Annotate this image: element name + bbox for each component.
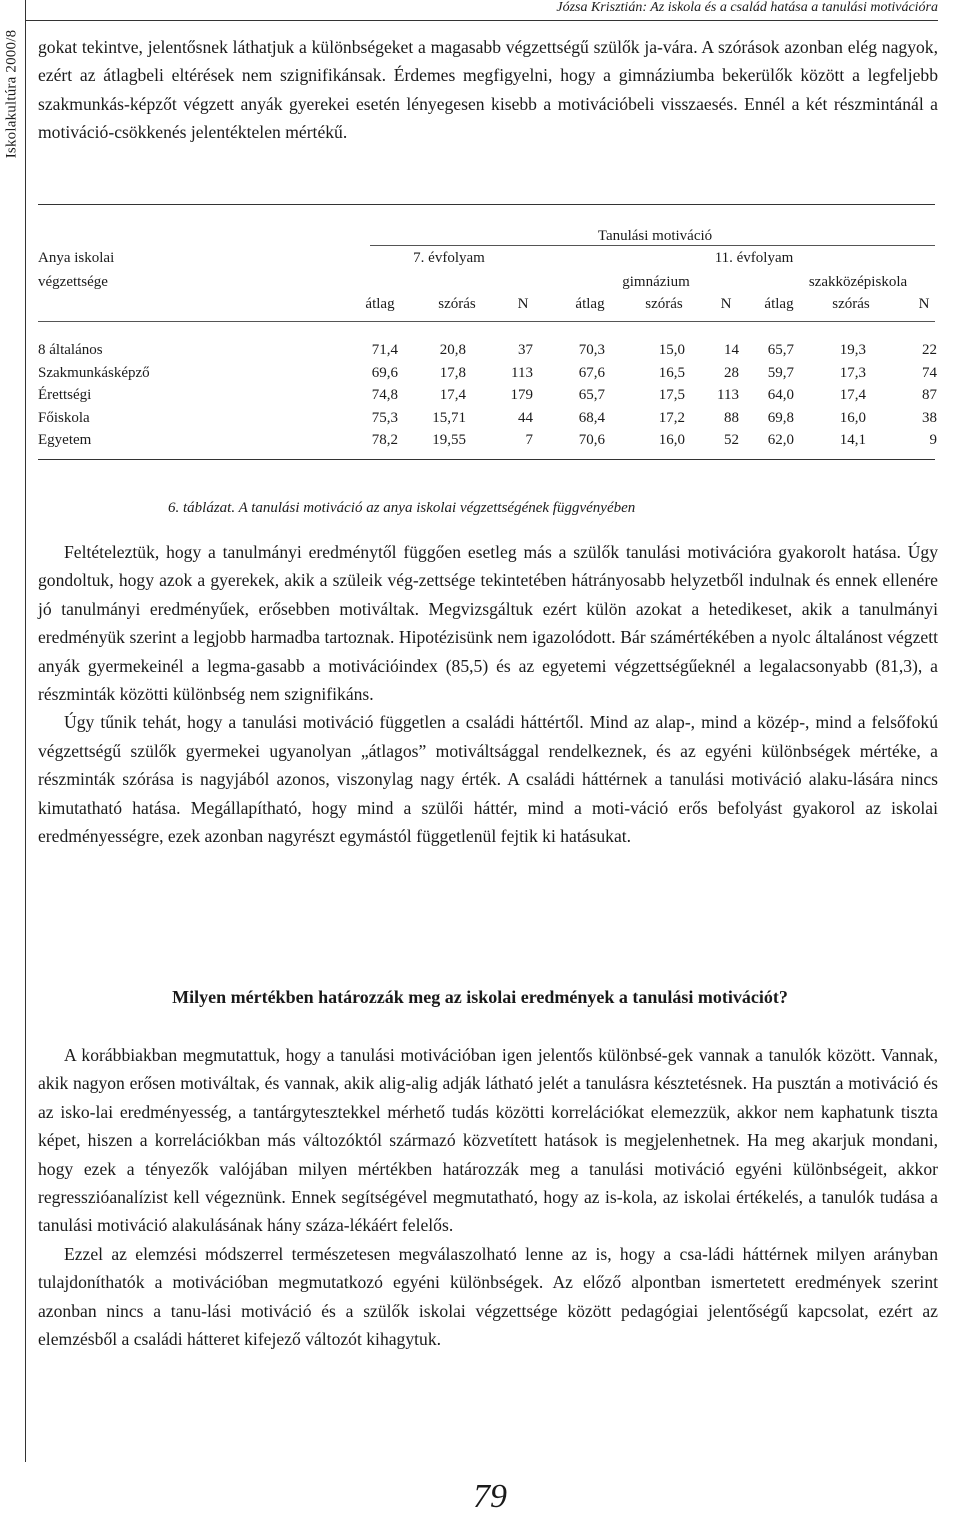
table-bottom-rule bbox=[38, 459, 935, 460]
journal-issue-label: Iskolakultúra 2000/8 bbox=[3, 29, 20, 159]
table-cell: 65,7 bbox=[767, 342, 794, 358]
table-cell: 15,0 bbox=[658, 342, 685, 358]
szakkozepiskola-header: szakközépiskola bbox=[808, 274, 908, 290]
table-cell: 87 bbox=[922, 387, 937, 403]
table-cell: 75,3 bbox=[371, 410, 398, 426]
col-label: átlag bbox=[365, 296, 395, 312]
row-label: Egyetem bbox=[38, 432, 92, 448]
table-cell: 9 bbox=[929, 432, 937, 448]
table-cell: 14,1 bbox=[839, 432, 866, 448]
col-label: szórás bbox=[438, 296, 476, 312]
col-label: átlag bbox=[764, 296, 794, 312]
table-cell: 37 bbox=[518, 342, 533, 358]
table-cell: 74,8 bbox=[371, 387, 398, 403]
table-cell: 28 bbox=[724, 365, 739, 381]
table-cell: 17,4 bbox=[439, 387, 466, 403]
table-top-rule bbox=[38, 204, 935, 205]
table-cell: 70,3 bbox=[578, 342, 605, 358]
section-heading: Milyen mértékben határozzák meg az iskolai eredmények a tanulási motivációt? bbox=[172, 987, 788, 1007]
running-head: Józsa Krisztián: Az iskola és a család hatása a tanulási motivációra bbox=[556, 0, 938, 15]
body-text-top bbox=[38, 33, 938, 147]
table-cell: 16,0 bbox=[839, 410, 866, 426]
table-cell: 17,8 bbox=[439, 365, 466, 381]
paragraph: A korábbiakban megmutattuk, hogy a tanulási motivációban igen jelentős különbsé-gek vannak a tanulók között. Vannak, akik nagyon erősen motiváltak, és vannak, akik alig-alig adják látható jelét a tanulásra késztetésnek. Ha pusztán a motiváció és az isko-lai eredményesség, a tantárgytesztekkel mérhető tudás közötti korrelációkat elemezzük, akkor nem kaphatunk tiszta képet, hiszen a korrelációkban más változóktól származó közvetített hatások is megjelenhetnek. Ha meg akarjuk mondani, hogy ezek a tényezők valójában milyen mértékben határozzák meg a tanulási motiváció egyéni különbségeit, akkor regresszióanalízist kell végeznünk. Ennek segítségével megmutatható, hogy az is-kola, az iskolai értékelés, a tanulók tudása a tanulási motiváció alakulásának hány száza-lékáért felelős. bbox=[38, 1045, 938, 1236]
table-cell: 65,7 bbox=[578, 387, 605, 403]
table-cell: 113 bbox=[717, 387, 739, 403]
row-label: Szakmunkásképző bbox=[38, 365, 150, 381]
sidebar-strip bbox=[0, 0, 26, 1462]
table-cell: 52 bbox=[724, 432, 739, 448]
table-cell: 17,4 bbox=[839, 387, 866, 403]
table-header-rule bbox=[38, 321, 935, 322]
table-cell: 70,6 bbox=[578, 432, 605, 448]
col-label: szórás bbox=[645, 296, 683, 312]
table-row-header-line1: Anya iskolai bbox=[38, 250, 115, 266]
body-text-bottom bbox=[38, 1041, 938, 1353]
table-cell: 17,3 bbox=[839, 365, 866, 381]
table-cell: 16,0 bbox=[658, 432, 685, 448]
row-label: 8 általános bbox=[38, 342, 103, 358]
paragraph: Feltételeztük, hogy a tanulmányi eredménytől függően esetleg más a szülők tanulási motivációra gyakorolt hatása. Úgy gondoltuk, hogy azok a gyerekek, akik a szüleik vég-zettsége tekintetében hátrányosabb helyzetből indulnak és ennek ellenére jó tanulmányi eredményűek, erősebben motiváltak. Megvizsgáltuk ezért külön azokat a hetedikeset, akik a tanulmányi eredményük szerint a legjobb harmadba tartoznak. Hipotézisünk nem igazolódott. Bár számértékében a nyolc általánost végzett anyák gyermekeinél a legma-gasabb a motivációindex (85,5) és az egyetemi végzettségűeknél a legalacsonyabb (81,3), a részminták közötti különbség nem szignifikáns. bbox=[38, 542, 938, 705]
paragraph: Úgy tűnik tehát, hogy a tanulási motiváció független a családi háttértől. Mind az alap-, mind a közép-, mind a felsőfokú végzettségű szülők gyermekei ugyanolyan „átlagos” motiváltsággal rendelkeznek, és az egyéni különbségek mértéke, a részminták szórása is nagyjából azonos, viszonylag nagy érték. A családi háttérnek a tanulási motiváció alaku-lására nincs kimutatható hatása. Megállapítható, hogy mind a szülői háttér, mind a moti-váció erős befolyást gyakorol az iskolai eredményességre, ezek azonban nagyrészt egymástól függetlenül fejtik ki hatásukat. bbox=[38, 712, 938, 847]
table-cell: 59,7 bbox=[767, 365, 794, 381]
page-number: 79 bbox=[473, 1478, 507, 1515]
table-cell: 38 bbox=[922, 410, 937, 426]
table-cell: 16,5 bbox=[658, 365, 685, 381]
col-label: N bbox=[918, 296, 930, 312]
table-cell: 71,4 bbox=[371, 342, 398, 358]
col-label: szórás bbox=[832, 296, 870, 312]
table-cell: 22 bbox=[922, 342, 937, 358]
header-rule bbox=[26, 20, 938, 21]
table-cell: 113 bbox=[511, 365, 533, 381]
table-cell: 88 bbox=[724, 410, 739, 426]
table-cell: 74 bbox=[922, 365, 937, 381]
table-cell: 78,2 bbox=[371, 432, 398, 448]
table-cell: 7 bbox=[525, 432, 533, 448]
table-caption: 6. táblázat. A tanulási motiváció az anya iskolai végzettségének függvényében bbox=[168, 500, 636, 516]
table-cell: 19,3 bbox=[839, 342, 866, 358]
table-cell: 68,4 bbox=[578, 410, 605, 426]
table-cell: 20,8 bbox=[439, 342, 466, 358]
paragraph: gokat tekintve, jelentősnek láthatjuk a különbségeket a magasabb végzettségű szülők ja-vára. A szórások azonban elég nagyok, ezért az átlagbeli eltérések nem szignifikánsak. Érdemes megfigyelni, hogy a gimnáziumba bekerülők között a legfeljebb szakmunkás-képzőt végzett anyák gyerekei esetén lényegesen kisebb a motivációbeli visszaesés. Ennél a két részmintánál a motiváció-csökkenés jelentéktelen mértékű. bbox=[38, 37, 938, 143]
table-cell: 19,55 bbox=[432, 432, 466, 448]
gimnazium-header: gimnázium bbox=[622, 274, 690, 290]
col-label: N bbox=[720, 296, 732, 312]
body-text-middle bbox=[38, 538, 938, 850]
table-cell: 69,6 bbox=[371, 365, 398, 381]
table-cell: 17,2 bbox=[658, 410, 685, 426]
table-cell: 179 bbox=[510, 387, 533, 403]
row-label: Főiskola bbox=[38, 410, 90, 426]
col-label: átlag bbox=[575, 296, 605, 312]
grade-7-header: 7. évfolyam bbox=[413, 250, 485, 266]
table-row-header-line2: végzettsége bbox=[38, 274, 108, 290]
table-cell: 67,6 bbox=[578, 365, 605, 381]
grade-11-header: 11. évfolyam bbox=[714, 250, 794, 266]
table-cell: 62,0 bbox=[767, 432, 794, 448]
table-cell: 44 bbox=[518, 410, 533, 426]
table-cell: 17,5 bbox=[658, 387, 685, 403]
table-cell: 64,0 bbox=[767, 387, 794, 403]
row-label: Érettségi bbox=[38, 387, 92, 403]
table-cell: 14 bbox=[724, 342, 739, 358]
table-super-header-rule bbox=[370, 245, 935, 246]
table-cell: 15,71 bbox=[432, 410, 466, 426]
table-super-header: Tanulási motiváció bbox=[597, 228, 713, 244]
col-label: N bbox=[517, 296, 529, 312]
table-cell: 69,8 bbox=[767, 410, 794, 426]
paragraph: Ezzel az elemzési módszerrel természetesen megválaszolható lenne az is, hogy a csa-ládi háttérnek milyen arányban tulajdoníthatók a motivációban megmutatkozó egyéni különbségek. Az előző alpontban ismertetett eredmények szerint azonban nincs a tanu-lási motiváció és a szülők iskolai végzettsége között pedagógiai jelentőségű kapcsolat, ezért az elemzésből a családi hátteret kifejező változót kihagytuk. bbox=[38, 1243, 938, 1350]
